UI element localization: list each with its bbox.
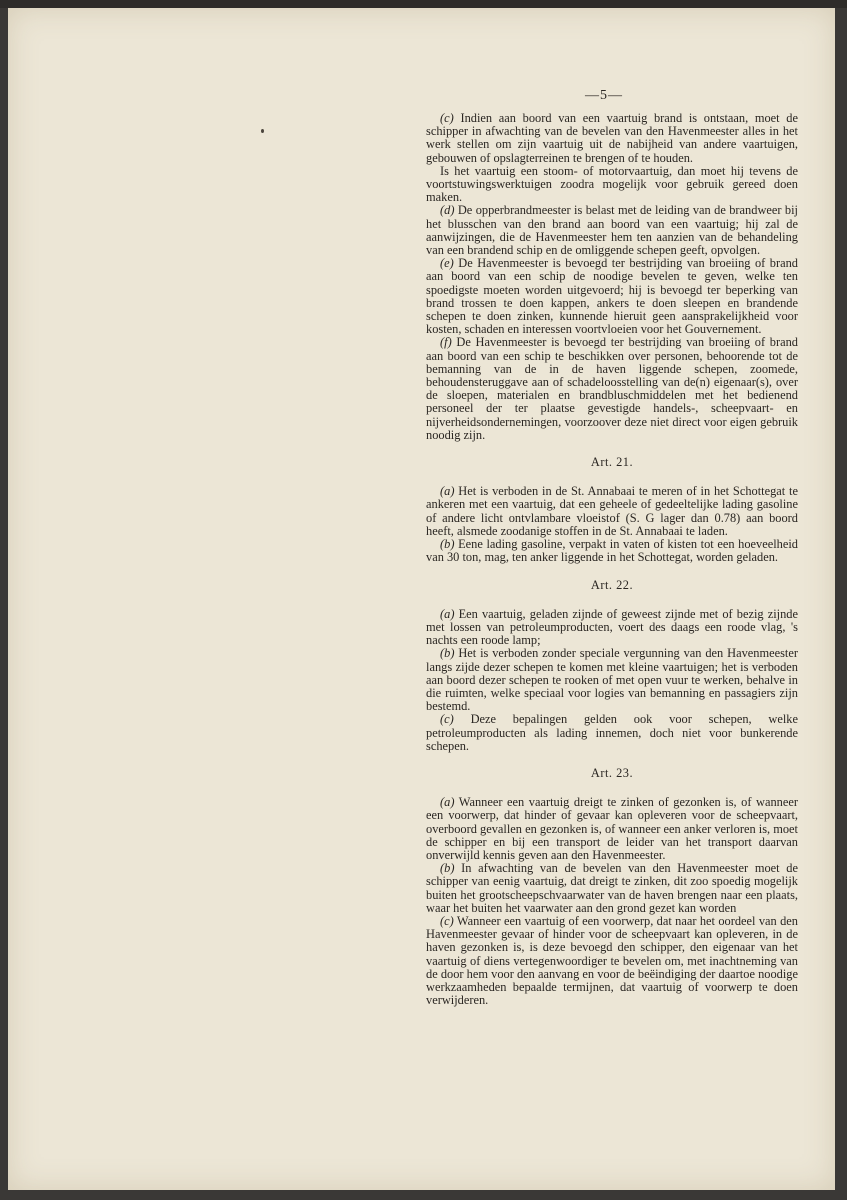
document-body (426, 112, 798, 1007)
paragraph-text: Deze bepalingen gelden ook voor schepen, welke petroleumproducten als lading innemen, doch niet voor bunkerende schepen. (426, 712, 798, 753)
paragraph (426, 165, 798, 205)
paragraph-text: De Havenmeester is bevoegd ter bestrijding van broeiing of brand aan boord van een schip te beschikken over personen, behoorende tot de bemanning van de in de haven liggende schepen, zoomede, behoudensteruggave aan of schadeloosstelling van de(n) eigenaar(s), over de sloepen, materialen en brandbluschmiddelen met het bedienend personeel der ter plaatse gevestigde handels-, scheepvaart- en nijverheidsondernemingen, voorzoover deze niet direct voor eigen gebruik noodig zijn. (426, 335, 798, 442)
paragraph-text: Wanneer een vaartuig of een voorwerp, dat naar het oordeel van den Havenmeester gevaar of hinder voor de scheepvaart kan opleveren, in de haven gezonken is, is deze bevoegd den schipper, den eigenaar van het vaartuig of diens vertegenwoordiger te bevelen om, met inachtneming van de door hem voor den aanvang en voor de beëindiging der daartoe noodige werkzaamheden bepaalde termijnen, dat vaartuig of voorwerp te doen verwijderen. (426, 913, 798, 1008)
paragraph (426, 336, 798, 442)
paragraph-marker: (a) (440, 795, 455, 810)
paragraph (426, 713, 798, 753)
paragraph-text: Is het vaartuig een stoom- of motorvaartuig, dan moet hij tevens de voortstuwingswerktuigen zoodra mogelijk voor gebruik gereed doen maken. (426, 163, 798, 205)
paragraph-text: Een vaartuig, geladen zijnde of geweest zijnde met of bezig zijnde met lossen van petroleumproducten, voert des daags een roode vlag, 's nachts een roode lamp; (426, 606, 798, 648)
scan-edge (0, 0, 847, 8)
paragraph-marker: (c) (440, 111, 454, 125)
paragraph-marker: (a) (440, 606, 455, 621)
paragraph (426, 862, 798, 915)
paragraph (426, 112, 798, 165)
paragraph-text: Indien aan boord van een vaartuig brand is ontstaan, moet de schipper in afwachting van de bevelen van den Havenmeester alles in het werk stellen om zijn vaartuig uit de nabijheid van andere vaartuigen, gebouwen of opslagterreinen te brengen of te houden. (426, 111, 798, 165)
paragraph-marker: (d) (440, 203, 455, 218)
paragraph (426, 647, 798, 713)
paragraph (426, 485, 798, 538)
paragraph-marker: (b) (440, 861, 455, 876)
paragraph-text: De opperbrandmeester is belast met de leiding van de brandweer bij het blusschen van den brand aan boord van een vaartuig; hij zal de aanwijzingen, die de Havenmeester hem ten aanzien van de behandeling van een brandend schip en de omliggende schepen geeft, opvolgen. (426, 203, 798, 258)
page-number: —5— (585, 88, 623, 103)
paragraph-marker: (e) (440, 256, 454, 271)
paragraph-marker: (a) (440, 484, 455, 499)
paragraph-text: In afwachting van de bevelen van den Havenmeester moet de schipper van eenig vaartuig, dat dreigt te zinken, dit zoo spoedig mogelijk buiten het grootscheepschvaarwater van de haven brengen naar een plaats, waar het buiten het vaarwater aan den grond gezet kan worden (426, 861, 798, 915)
paragraph-text: Eene lading gasoline, verpakt in vaten of kisten tot een hoeveelheid van 30 ton, mag, ten anker liggende in het Schottegat, worden geladen. (426, 537, 798, 565)
paragraph (426, 796, 798, 862)
paragraph (426, 204, 798, 257)
paragraph-marker: (c) (440, 712, 454, 727)
article-heading: Art. 21. (590, 455, 634, 470)
paragraph-text: De Havenmeester is bevoegd ter bestrijding van broeiing of brand aan boord van een schip de noodige bevelen te geven, welke ten spoedigste moeten worden uitgevoerd; hij is bevoegd ter beperking van brand trossen te doen kappen, ankers te doen sleepen en brandende schepen te doen zinken, kunnende hieruit geen aansprakelijkheid voor kosten, schaden en interessen voortvloeien voor het Gouvernement. (426, 256, 798, 337)
paragraph (426, 538, 798, 564)
paragraph-text: Het is verboden in de St. Annabaai te meren of in het Schottegat te ankeren met een vaartuig, dat een geheele of gedeeltelijke lading gasoline of andere licht ontvlambare vloeistof (S. G lager dan 0.78) aan boord heeft, alsmede zoodanige stoffen in de St. Annabaai te laden. (426, 484, 798, 538)
paragraph (426, 608, 798, 648)
paragraph-text: Wanneer een vaartuig dreigt te zinken of gezonken is, of wanneer een voorwerp, dat hinder of gevaar kan opleveren voor de scheepvaart, overboord gevallen en gezonken is, of wanneer een anker verloren is, moet de schipper en bij een transport de leider van het transport daarvan onverwijld kennis geven aan den Havenmeester. (426, 795, 798, 862)
article-heading: Art. 22. (590, 577, 634, 592)
scan-speck (261, 129, 264, 133)
article-heading: Art. 23. (590, 765, 634, 780)
paragraph-marker: (b) (440, 646, 455, 661)
paragraph-marker: (b) (440, 537, 455, 552)
paragraph (426, 257, 798, 336)
paragraph-text: Het is verboden zonder speciale vergunning van den Havenmeester langs zijde dezer schepen te komen met kleine vaartuigen; het is verboden aan boord dezer schepen te rooken of met open vuur te werken, behalve in die ruimten, welke speciaal voor logies van bemanning en passagiers zijn bestemd. (426, 646, 798, 714)
paragraph (426, 915, 798, 1007)
paragraph-marker: (f) (440, 335, 452, 350)
paragraph-marker: (c) (440, 913, 454, 928)
